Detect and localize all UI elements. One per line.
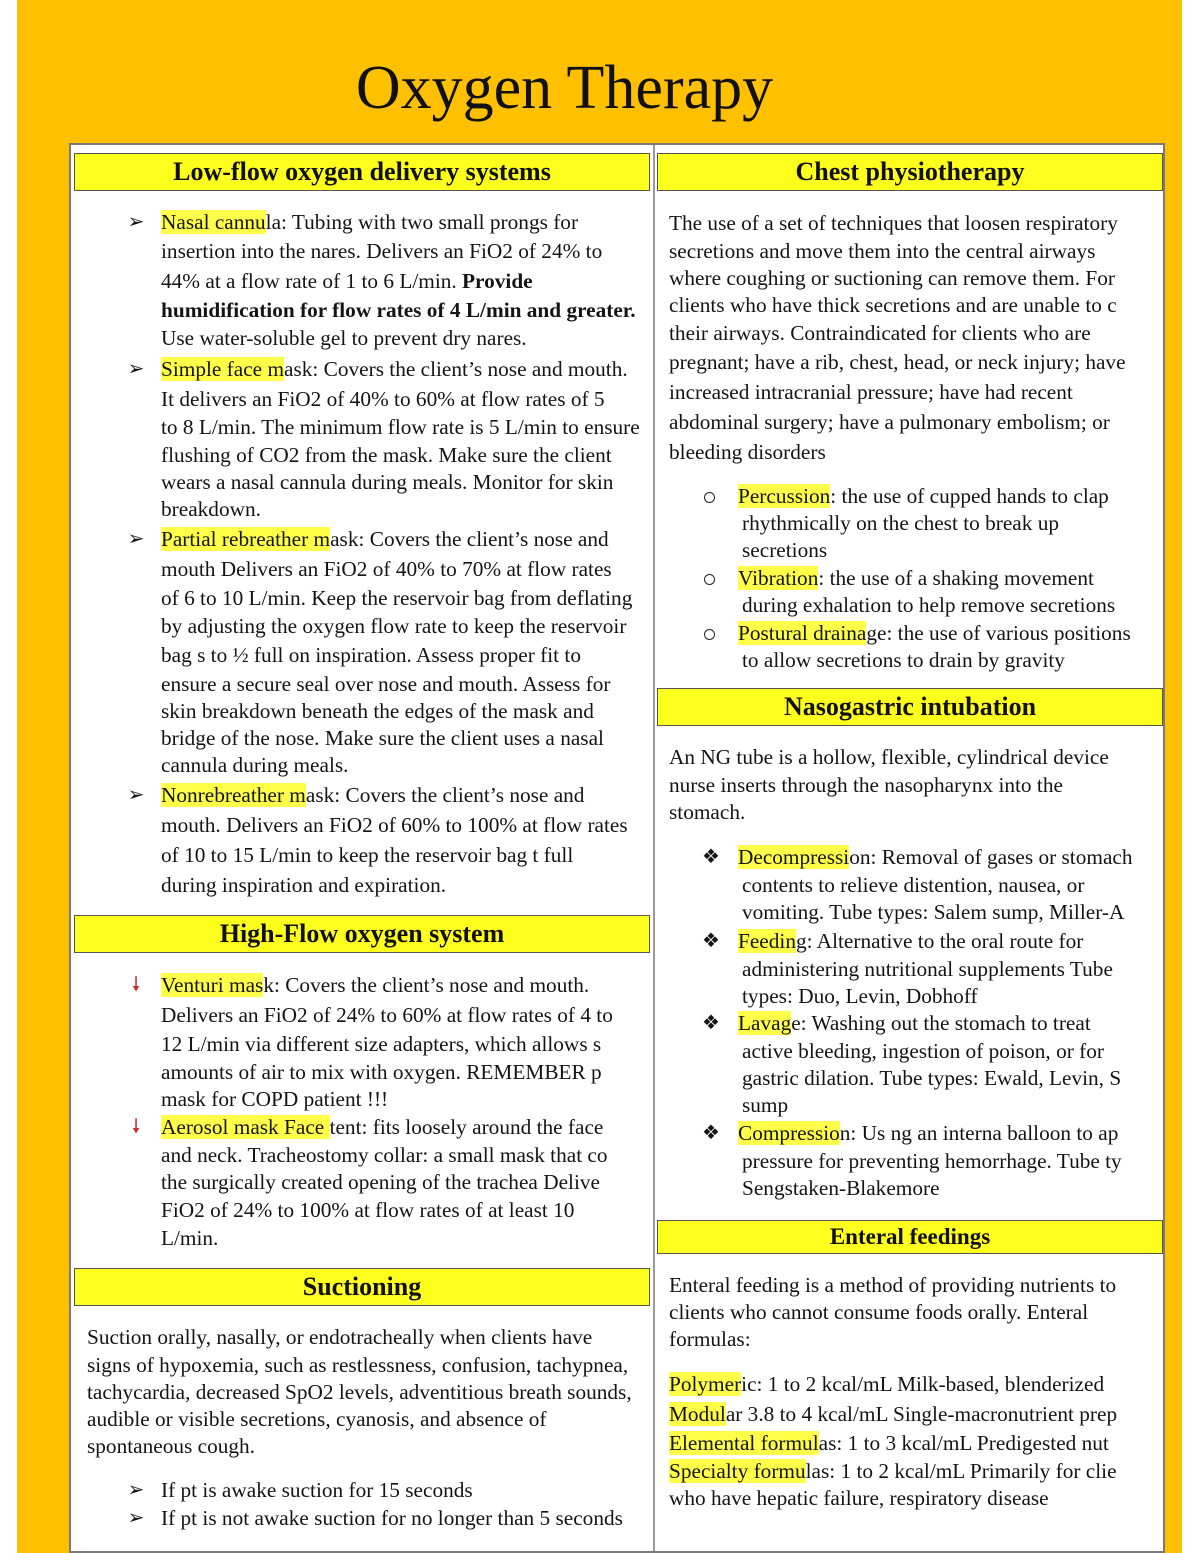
paragraph-line: audible or visible secretions, cyanosis, and absence of [87,1407,547,1431]
paragraph-line: increased intracranial pressure; have had recent [669,380,1073,404]
notes-sheet [69,143,1165,1553]
circle-bullet-icon [704,574,715,585]
circle-bullet-icon [704,629,715,640]
paragraph-line: Suction orally, nasally, or endotracheally when clients have [87,1325,593,1349]
enteral-feedings-heading: Enteral feedings [657,1220,1163,1254]
paragraph-line: where coughing or suctioning can remove them. For [669,266,1115,290]
paragraph-line: clients who have thick secretions and are unable to c [669,293,1117,317]
paragraph-line: stomach. [669,800,746,824]
formula-line: Elemental formulas: 1 to 3 kcal/mL Predigested nut [669,1431,1109,1455]
paragraph-line: bleeding disorders [669,440,826,464]
low-flow-heading: Low-flow oxygen delivery systems [74,153,650,191]
arrow-bullet-icon: ➢ [127,784,145,806]
paragraph-line: pregnant; have a rib, chest, head, or neck injury; have [669,350,1126,374]
down-arrow-icon: 🠗 [131,974,141,996]
paragraph-line: nurse inserts through the nasopharynx into the [669,773,1063,797]
arrow-bullet-icon: ➢ [127,528,145,550]
diamond-bullet-icon: ❖ [702,1122,720,1144]
paragraph-line: signs of hypoxemia, such as restlessness, confusion, tachypnea, [87,1353,629,1377]
paragraph-line: tachycardia, decreased SpO2 levels, adventitious breath sounds, [87,1380,632,1404]
paragraph-line: formulas: [669,1327,751,1351]
paragraph-line: An NG tube is a hollow, flexible, cylindrical device [669,745,1109,769]
suctioning-heading: Suctioning [74,1268,650,1306]
paragraph-line: abdominal surgery; have a pulmonary embolism; or [669,410,1110,434]
diamond-bullet-icon: ❖ [702,1012,720,1034]
left-column: Low-flow oxygen delivery systems ➢ Nasal cannula: Tubing with two small prongs for insertion into the nares. Delivers an FiO2 of 24% to 44% at a flow rate of 1 to 6 L/min. Provide humidification for flow rates of 4 L/min and greater. Use water-soluble gel to prevent dry nares. ➢ Simple face mask: Covers the client’s nose and mouth. It delivers an FiO2 of 40% to 60% at flow rates of 5 to 8 L/min. The minimum flow rate is 5 L/min to ensure flushing of CO2 from the mask. Make sure the client wears a nasal cannula during meals. Monitor for skin breakdown. ➢ Partial rebreather mask: Covers the client’s nose and mouth Delivers an FiO2 of 40% to 70% at flow rates of 6 to 10 L/min. Keep the reservoir bag from deflating by adjusting the oxygen flow rate to keep the reservoir bag s to ½ full on inspiration. Assess proper fit to ensure a secure seal over nose and mouth. Assess for skin breakdown beneath the edges of the mask and bridge of the nose. Make sure the client uses a nasal cannula during meals. ➢ Nonrebreather mask: Covers the client’s nose and mouth. Delivers an FiO2 of 60% to 100% at flow rates of 10 to 15 L/min to keep the reservoir bag t full during inspiration and expiration. High-Flow oxygen system 🠗 Venturi mask: Covers the client’s nose and mouth. Delivers an FiO2 of 24% to 60% at flow rates of 4 to 12 L/min via different size adapters, which allows s amounts of air to mix with oxygen. REMEMBER p mask for COPD patient !!! 🠗 Aerosol mask Face tent: fits loosely around the face and neck. Tracheostomy collar: a small mask that co the surgically created opening of the trachea Delive FiO2 of 24% to 100% at flow rates of at least 10 L/min. Suctioning Suction orally, nasally, or endotracheally when clients have signs of hypoxemia, such as restlessness, confusion, tachypnea, tachycardia, decreased SpO2 levels, adventitious breath sounds, audible or visible secretions, cyanosis, and absence of spontaneous cough. ➢ If pt is awake suction for 15 seconds ➢ If pt is not awake suction for no longer than 5 seconds [71,145,653,1551]
arrow-bullet-icon: ➢ [127,1507,145,1529]
arrow-bullet-icon: ➢ [127,1479,145,1501]
arrow-bullet-icon: ➢ [127,211,145,233]
circle-bullet-icon [704,492,715,503]
paragraph-line: Enteral feeding is a method of providing nutrients to [669,1273,1117,1297]
paragraph-line: who have hepatic failure, respiratory disease [669,1486,1049,1510]
paragraph-line: secretions and move them into the central airways [669,239,1096,263]
diamond-bullet-icon: ❖ [702,846,720,868]
right-column: Chest physiotherapy The use of a set of techniques that loosen respiratory secretions and move them into the central airways where coughing or suctioning can remove them. For clients who have thick secretions and are unable to c their airways. Contraindicated for clients who are pregnant; have a rib, chest, head, or neck injury; have increased intracranial pressure; have had recent abdominal surgery; have a pulmonary embolism; or bleeding disorders Percussion: the use of cupped hands to clap rhythmically on the chest to break up secretions Vibration: the use of a shaking movement during exhalation to help remove secretions Postural drainage: the use of various positions to allow secretions to drain by gravity Nasogastric intubation An NG tube is a hollow, flexible, cylindrical device nurse inserts through the nasopharynx into the stomach. ❖ Decompression: Removal of gases or stomach contents to relieve distention, nausea, or vomiting. Tube types: Salem sump, Miller-A ❖ Feeding: Alternative to the oral route for administering nutritional supplements Tube types: Duo, Levin, Dobhoff ❖ Lavage: Washing out the stomach to treat active bleeding, ingestion of poison, or for gastric dilation. Tube types: Ewald, Levin, S sump ❖ Compression: Us ng an interna balloon to ap pressure for preventing hemorrhage. Tube ty Sengstaken-Blakemore Enteral feedings Enteral feeding is a method of providing nutrients to clients who cannot consume foods orally. Enteral formulas: Polymeric: 1 to 2 kcal/mL Milk-based, blenderized Modular 3.8 to 4 kcal/mL Single-macronutrient prep Elemental formulas: 1 to 3 kcal/mL Predigested nut Specialty formulas: 1 to 2 kcal/mL Primarily for clie who have hepatic failure, respiratory disease [655,145,1165,1551]
page-background [17,0,1182,1553]
paragraph-line: their airways. Contraindicated for clients who are [669,321,1091,345]
paragraph-line: spontaneous cough. [87,1434,255,1458]
formula-line: Modular 3.8 to 4 kcal/mL Single-macronutrient prep [669,1402,1118,1426]
formula-line: Polymeric: 1 to 2 kcal/mL Milk-based, blenderized [669,1372,1105,1396]
high-flow-heading: High-Flow oxygen system [74,915,650,953]
page-title: Oxygen Therapy [355,54,774,122]
paragraph-line: clients who cannot consume foods orally. Enteral [669,1300,1089,1324]
chest-physiotherapy-heading: Chest physiotherapy [657,153,1163,191]
nasogastric-heading: Nasogastric intubation [657,688,1163,726]
formula-line: Specialty formulas: 1 to 2 kcal/mL Primarily for clie [669,1459,1117,1483]
diamond-bullet-icon: ❖ [702,930,720,952]
arrow-bullet-icon: ➢ [127,358,145,380]
paragraph-line: The use of a set of techniques that loosen respiratory [669,211,1118,235]
down-arrow-icon: 🠗 [131,1116,141,1138]
